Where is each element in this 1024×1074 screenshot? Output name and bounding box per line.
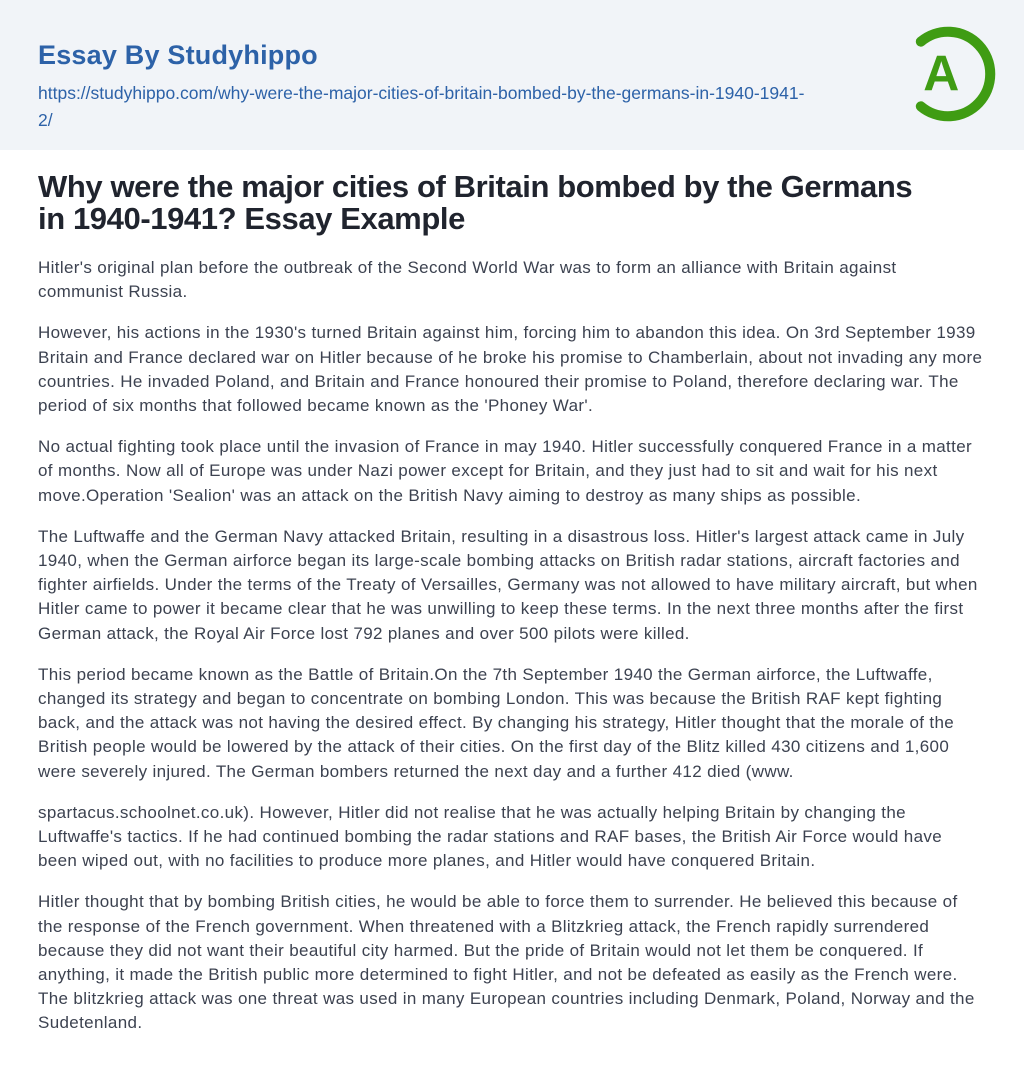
page-header [0,0,1024,150]
essay-article [0,171,1024,1036]
paragraph: Hitler thought that by bombing British cities, he would be able to force them to surrender. He believed this because of the response of the French government. When threatened with a Blitzkrieg attack, the French rapidly surrendered because they did not want their beautiful city harmed. But the pride of Britain would not let them be conquered. If anything, it made the British public more determined to fight Hitler, and not be defeated as easily as the French were. The blitzkrieg attack was one threat was used in many European countries including Denmark, Poland, Norway and the Sudetenland. [38,892,975,1033]
page-url-link[interactable]: https://studyhippo.com/why-were-the-major-cities-of-britain-bombed-by-the-germans-in-1940-1941-2/ [38,83,805,130]
article-body [38,256,986,1036]
studyhippo-logo [900,26,996,122]
paragraph: spartacus.schoolnet.co.uk). However, Hitler did not realise that he was actually helping Britain by changing the Luftwaffe's tactics. If he had continued bombing the radar stations and RAF bases, the British Air Force would have been wiped out, with no facilities to produce more planes, and Hitler would have conquered Britain. [38,802,943,871]
paragraph: Hitler's original plan before the outbreak of the Second World War was to form an alliance with Britain against communist Russia. [38,258,897,302]
paragraph: However, his actions in the 1930's turned Britain against him, forcing him to abandon this idea. On 3rd September 1939 Britain and France declared war on Hitler because of he broke his promise to Chamberlain, about not invading any more countries. He invaded Poland, and Britain and France honoured their promise to Poland, therefore declaring war. The period of six months that followed became known as the 'Phoney War'. [38,323,983,416]
paragraph: This period became known as the Battle of Britain.On the 7th September 1940 the German airforce, the Luftwaffe, changed its strategy and began to concentrate on bombing London. This was because the British RAF kept fighting back, and the attack was not having the desired effect. By changing his strategy, Hitler thought that the morale of the British people would be lowered by the attack of their cities. On the first day of the Blitz killed 430 citizens and 1,600 were severely injured. The German bombers returned the next day and a further 412 died (www. [38,664,955,781]
site-title: Essay By Studyhippo [38,40,318,70]
paragraph: The Luftwaffe and the German Navy attacked Britain, resulting in a disastrous loss. Hitler's largest attack came in July 1940, when the German airforce began its large-scale bombing attacks on British radar stations, aircraft factories and fighter airfields. Under the terms of the Treaty of Versailles, Germany was not allowed to have military aircraft, but when Hitler came to power it became clear that he was unwilling to keep these terms. In the next three months after the first German attack, the Royal Air Force lost 792 planes and over 500 pilots were killed. [38,526,978,643]
logo-letter: A [923,45,960,102]
logo-arc-icon [900,26,996,122]
paragraph: No actual fighting took place until the invasion of France in may 1940. Hitler successfully conquered France in a matter of months. Now all of Europe was under Nazi power except for Britain, and they just had to sit and wait for his next move.Operation 'Sealion' was an attack on the British Navy aiming to destroy as many ships as possible. [38,437,973,505]
essay-title: Why were the major cities of Britain bombed by the Germans in 1940-1941? Essay Example [38,169,913,236]
